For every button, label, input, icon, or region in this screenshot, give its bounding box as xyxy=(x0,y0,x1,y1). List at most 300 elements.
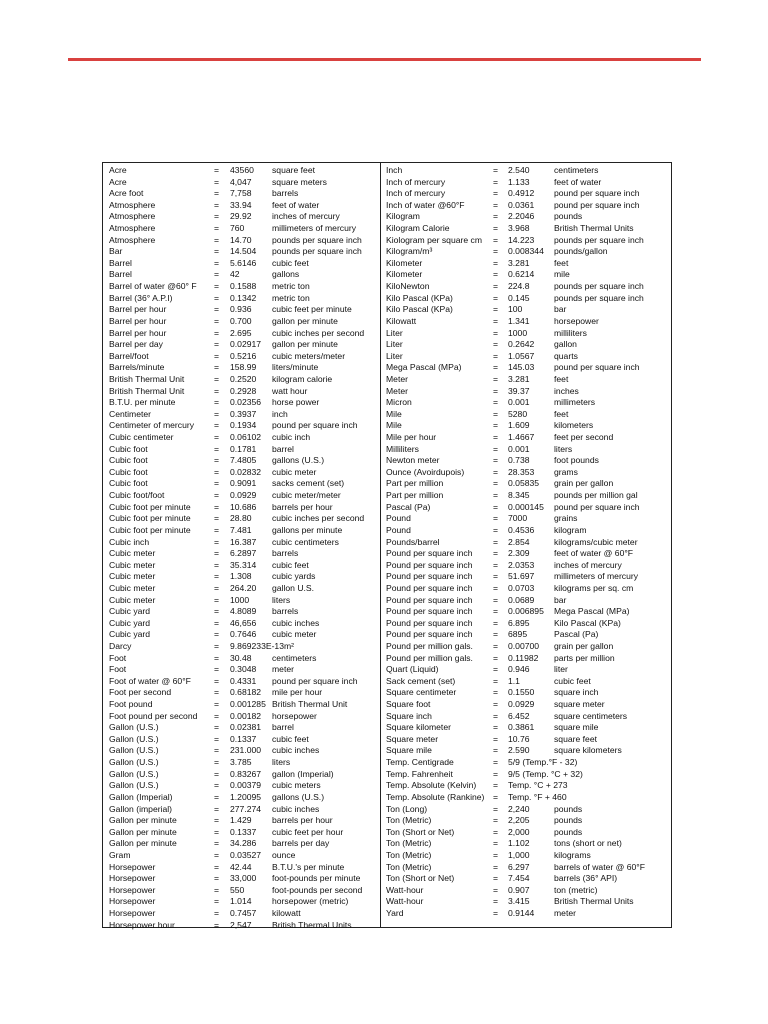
table-row xyxy=(109,351,379,363)
equals-cell: = xyxy=(493,780,499,791)
equals-cell: = xyxy=(214,757,220,768)
target-unit-cell: foot-pounds per minute xyxy=(272,873,361,884)
value-cell: 224.8 xyxy=(508,281,530,292)
target-unit-cell: cubic meters/meter xyxy=(272,350,346,361)
target-unit-cell: square inch xyxy=(554,687,599,698)
value-cell: 0.06102 xyxy=(230,432,262,443)
equals-cell: = xyxy=(214,873,220,884)
table-row xyxy=(386,246,671,258)
target-unit-cell: square kilometers xyxy=(554,745,622,756)
table-row xyxy=(386,571,671,583)
table-row xyxy=(386,664,671,676)
value-cell: 0.7646 xyxy=(230,629,257,640)
table-row xyxy=(109,200,379,212)
equals-cell: = xyxy=(214,791,220,802)
value-cell: 0.1337 xyxy=(230,733,257,744)
value-cell: 28.80 xyxy=(230,513,252,524)
equals-cell: = xyxy=(493,501,499,512)
target-unit-cell: barrel xyxy=(272,443,294,454)
value-cell: 0.1781 xyxy=(230,443,257,454)
unit-cell: Cubic yard xyxy=(109,617,151,628)
table-row xyxy=(109,780,379,792)
value-cell: 10.686 xyxy=(230,501,257,512)
unit-cell: Mega Pascal (MPa) xyxy=(386,362,462,373)
table-row xyxy=(386,328,671,340)
equals-cell: = xyxy=(493,884,499,895)
value-cell: 0.02381 xyxy=(230,722,262,733)
equals-cell: = xyxy=(214,257,220,268)
equals-cell: = xyxy=(214,664,220,675)
target-unit-cell: pounds per square inch xyxy=(554,292,644,303)
target-unit-cell: foot-pounds per second xyxy=(272,884,363,895)
value-cell: 145.03 xyxy=(508,362,535,373)
equals-cell: = xyxy=(214,838,220,849)
table-row xyxy=(109,896,379,908)
target-unit-cell: cubic feet per hour xyxy=(272,826,344,837)
table-row xyxy=(386,293,671,305)
value-cell: 6.2897 xyxy=(230,548,257,559)
value-cell: 264.20 xyxy=(230,582,257,593)
table-row xyxy=(109,815,379,827)
target-unit-cell: watt hour xyxy=(272,385,308,396)
table-row xyxy=(386,792,671,804)
unit-cell: Barrel per hour xyxy=(109,304,167,315)
unit-cell: Gallon (U.S.) xyxy=(109,733,159,744)
value-cell: 5/9 (Temp.°F - 32) xyxy=(508,757,578,768)
equals-cell: = xyxy=(493,490,499,501)
target-unit-cell: square feet xyxy=(554,733,597,744)
table-row xyxy=(386,687,671,699)
value-cell: 14.223 xyxy=(508,234,535,245)
target-unit-cell: kilograms/cubic meter xyxy=(554,536,638,547)
unit-cell: Horsepower xyxy=(109,896,156,907)
equals-cell: = xyxy=(214,652,220,663)
target-unit-cell: gallons xyxy=(272,269,300,280)
target-unit-cell: cubic inch xyxy=(272,432,311,443)
unit-cell: Cubic meter xyxy=(109,571,156,582)
equals-cell: = xyxy=(493,269,499,280)
equals-cell: = xyxy=(214,188,220,199)
table-row xyxy=(386,467,671,479)
table-row xyxy=(386,618,671,630)
table-row xyxy=(109,734,379,746)
target-unit-cell: square meter xyxy=(554,699,605,710)
equals-cell: = xyxy=(214,826,220,837)
unit-cell: B.T.U. per minute xyxy=(109,397,176,408)
unit-cell: Atmosphere xyxy=(109,223,156,234)
table-row xyxy=(386,862,671,874)
value-cell: 0.11982 xyxy=(508,652,539,663)
unit-cell: Foot per second xyxy=(109,687,172,698)
unit-cell: Cubic foot per minute xyxy=(109,501,191,512)
target-unit-cell: barrels xyxy=(272,188,299,199)
value-cell: 0.4912 xyxy=(508,188,535,199)
equals-cell: = xyxy=(214,443,220,454)
table-row xyxy=(109,386,379,398)
unit-cell: Barrel per day xyxy=(109,339,163,350)
target-unit-cell: ounce xyxy=(272,849,296,860)
target-unit-cell: gallons per minute xyxy=(272,524,343,535)
table-row xyxy=(109,769,379,781)
equals-cell: = xyxy=(214,339,220,350)
unit-cell: Watt-hour xyxy=(386,884,424,895)
target-unit-cell: gallon (Imperial) xyxy=(272,768,334,779)
table-row xyxy=(109,420,379,432)
unit-cell: Barrel per hour xyxy=(109,327,167,338)
equals-cell: = xyxy=(493,873,499,884)
target-unit-cell: cubic inches xyxy=(272,803,320,814)
value-cell: 0.00182 xyxy=(230,710,262,721)
table-row xyxy=(386,316,671,328)
value-cell: 0.4331 xyxy=(230,675,257,686)
unit-cell: Acre xyxy=(109,165,127,175)
value-cell: 0.001 xyxy=(508,397,530,408)
unit-cell: Cubic yard xyxy=(109,606,151,617)
unit-cell: Pounds/barrel xyxy=(386,536,440,547)
value-cell: 0.1550 xyxy=(508,687,535,698)
value-cell: 4.8089 xyxy=(230,606,257,617)
value-cell: 100 xyxy=(508,304,523,315)
target-unit-cell: horsepower xyxy=(554,315,599,326)
value-cell: 0.946 xyxy=(508,664,530,675)
target-unit-cell: kilometers xyxy=(554,420,594,431)
table-row xyxy=(386,722,671,734)
unit-cell: Pound xyxy=(386,513,411,524)
equals-cell: = xyxy=(493,815,499,826)
equals-cell: = xyxy=(214,501,220,512)
target-unit-cell: barrels per day xyxy=(272,838,330,849)
table-row xyxy=(386,804,671,816)
equals-cell: = xyxy=(214,420,220,431)
target-unit-cell: liters xyxy=(554,443,573,454)
equals-cell: = xyxy=(493,165,499,175)
table-row xyxy=(109,455,379,467)
table-row xyxy=(386,281,671,293)
table-row xyxy=(109,722,379,734)
table-row xyxy=(109,606,379,618)
equals-cell: = xyxy=(214,606,220,617)
table-row xyxy=(109,444,379,456)
equals-cell: = xyxy=(493,571,499,582)
table-row xyxy=(386,827,671,839)
target-unit-cell: cubic feet xyxy=(272,257,309,268)
value-cell: 0.00700 xyxy=(508,640,540,651)
value-cell: 1000 xyxy=(230,594,250,605)
target-unit-cell: liters/minute xyxy=(272,362,319,373)
equals-cell: = xyxy=(493,513,499,524)
unit-cell: Cubic centimeter xyxy=(109,432,174,443)
target-unit-cell: feet of water xyxy=(554,176,602,187)
table-row xyxy=(386,629,671,641)
table-row xyxy=(386,490,671,502)
target-unit-cell: millimeters of mercury xyxy=(272,223,357,234)
unit-cell: Temp. Absolute (Kelvin) xyxy=(386,780,477,791)
table-row xyxy=(386,838,671,850)
unit-cell: Cubic foot per minute xyxy=(109,513,191,524)
target-unit-cell: metric ton xyxy=(272,281,310,292)
table-row xyxy=(109,374,379,386)
equals-cell: = xyxy=(214,362,220,373)
unit-cell: Kilogram xyxy=(386,211,420,222)
value-cell: 0.68182 xyxy=(230,687,262,698)
target-unit-cell: mile per hour xyxy=(272,687,323,698)
table-row xyxy=(109,467,379,479)
value-cell: 0.83267 xyxy=(230,768,262,779)
value-cell: 0.2928 xyxy=(230,385,257,396)
target-unit-cell: cubic meters xyxy=(272,780,321,791)
value-cell: 29.92 xyxy=(230,211,252,222)
equals-cell: = xyxy=(493,443,499,454)
table-row xyxy=(386,815,671,827)
equals-cell: = xyxy=(214,582,220,593)
equals-cell: = xyxy=(214,513,220,524)
value-cell: Temp. °F + 460 xyxy=(508,791,567,802)
target-unit-cell: grain per gallon xyxy=(554,640,614,651)
target-unit-cell: feet xyxy=(554,373,569,384)
value-cell: 1,000 xyxy=(508,849,530,860)
table-row xyxy=(386,235,671,247)
table-row xyxy=(386,873,671,885)
target-unit-cell: pounds xyxy=(554,826,583,837)
value-cell: 1000 xyxy=(508,327,528,338)
equals-cell: = xyxy=(493,826,499,837)
table-row xyxy=(109,885,379,897)
value-cell: 0.1337 xyxy=(230,826,257,837)
table-row xyxy=(109,595,379,607)
equals-cell: = xyxy=(493,223,499,234)
value-cell: 2.309 xyxy=(508,548,530,559)
unit-cell: Cubic foot per minute xyxy=(109,524,191,535)
target-unit-cell: kilograms xyxy=(554,849,591,860)
table-row xyxy=(109,304,379,316)
unit-cell: Cubic foot/foot xyxy=(109,490,165,501)
equals-cell: = xyxy=(493,908,499,918)
target-unit-cell: pound per square inch xyxy=(554,501,640,512)
target-unit-cell: gallons (U.S.) xyxy=(272,455,325,466)
equals-cell: = xyxy=(493,327,499,338)
table-row xyxy=(109,177,379,189)
equals-cell: = xyxy=(493,536,499,547)
unit-cell: Liter xyxy=(386,327,403,338)
value-cell: 4,047 xyxy=(230,176,252,187)
table-row xyxy=(386,258,671,270)
equals-cell: = xyxy=(493,199,499,210)
value-cell: 0.001 xyxy=(508,443,530,454)
unit-cell: Ton (Metric) xyxy=(386,849,432,860)
value-cell: 2.590 xyxy=(508,745,530,756)
table-row xyxy=(109,664,379,676)
table-row xyxy=(109,165,379,177)
value-cell: 43560 xyxy=(230,165,254,175)
unit-cell: Cubic yard xyxy=(109,629,151,640)
equals-cell: = xyxy=(493,687,499,698)
unit-cell: Barrel/foot xyxy=(109,350,149,361)
equals-cell: = xyxy=(214,315,220,326)
unit-cell: Newton meter xyxy=(386,455,440,466)
target-unit-cell: gallon per minute xyxy=(272,315,338,326)
target-unit-cell: gallon per minute xyxy=(272,339,338,350)
table-row xyxy=(386,223,671,235)
table-row xyxy=(386,769,671,781)
unit-cell: Foot pound xyxy=(109,699,153,710)
unit-cell: Kilometer xyxy=(386,269,423,280)
unit-cell: Atmosphere xyxy=(109,199,156,210)
value-cell: 2,547 xyxy=(230,919,252,930)
unit-cell: Meter xyxy=(386,373,408,384)
table-row xyxy=(109,328,379,340)
target-unit-cell: grain per gallon xyxy=(554,478,614,489)
equals-cell: = xyxy=(214,281,220,292)
unit-cell: Cubic foot xyxy=(109,466,148,477)
equals-cell: = xyxy=(214,350,220,361)
equals-cell: = xyxy=(493,315,499,326)
target-unit-cell: cubic inches per second xyxy=(272,513,365,524)
unit-cell: Inch xyxy=(386,165,403,175)
value-cell: 3.785 xyxy=(230,757,252,768)
value-cell: 0.2642 xyxy=(508,339,535,350)
table-row xyxy=(109,792,379,804)
target-unit-cell: pound per square inch xyxy=(272,420,358,431)
value-cell: 7.481 xyxy=(230,524,252,535)
target-unit-cell: cubic meter/meter xyxy=(272,490,341,501)
target-unit-cell: square feet xyxy=(272,165,315,175)
table-row xyxy=(386,734,671,746)
equals-cell: = xyxy=(493,362,499,373)
equals-cell: = xyxy=(214,385,220,396)
value-cell: 0.3937 xyxy=(230,408,257,419)
unit-cell: Gallon (U.S.) xyxy=(109,757,159,768)
table-row xyxy=(109,339,379,351)
value-cell: 2,240 xyxy=(508,803,530,814)
target-unit-cell: kilogram calorie xyxy=(272,373,333,384)
target-unit-cell: millimeters xyxy=(554,397,596,408)
equals-cell: = xyxy=(214,176,220,187)
target-unit-cell: square mile xyxy=(554,722,599,733)
unit-cell: Darcy xyxy=(109,640,132,651)
target-unit-cell: pounds xyxy=(554,803,583,814)
table-row xyxy=(109,629,379,641)
target-unit-cell: Kilo Pascal (KPa) xyxy=(554,617,621,628)
equals-cell: = xyxy=(493,281,499,292)
unit-cell: Horsepower xyxy=(109,873,156,884)
equals-cell: = xyxy=(214,710,220,721)
value-cell: 2.540 xyxy=(508,165,530,175)
equals-cell: = xyxy=(493,896,499,907)
value-cell: 9/5 (Temp. °C + 32) xyxy=(508,768,583,779)
unit-cell: Kilogram Calorie xyxy=(386,223,450,234)
table-row xyxy=(109,711,379,723)
table-row xyxy=(386,165,671,177)
equals-cell: = xyxy=(214,478,220,489)
value-cell: 0.000145 xyxy=(508,501,544,512)
unit-cell: Cubic meter xyxy=(109,548,156,559)
table-row xyxy=(386,386,671,398)
equals-cell: = xyxy=(493,803,499,814)
value-cell: 0.02832 xyxy=(230,466,262,477)
equals-cell: = xyxy=(493,292,499,303)
table-row xyxy=(386,885,671,897)
unit-cell: Gallon (U.S.) xyxy=(109,780,159,791)
value-cell: 3.415 xyxy=(508,896,530,907)
equals-cell: = xyxy=(214,548,220,559)
unit-cell: Mile per hour xyxy=(386,432,437,443)
unit-cell: Ton (Metric) xyxy=(386,861,432,872)
value-cell: 51.697 xyxy=(508,571,535,582)
equals-cell: = xyxy=(493,432,499,443)
unit-cell: Centimeter of mercury xyxy=(109,420,195,431)
unit-cell: Pound xyxy=(386,524,411,535)
value-cell: 2.695 xyxy=(230,327,252,338)
target-unit-cell: cubic feet xyxy=(272,733,309,744)
equals-cell: = xyxy=(493,861,499,872)
unit-cell: Acre foot xyxy=(109,188,144,199)
unit-cell: Pound per square inch xyxy=(386,617,473,628)
target-unit-cell: pounds per million gal xyxy=(554,490,638,501)
table-row xyxy=(386,444,671,456)
equals-cell: = xyxy=(493,838,499,849)
table-row xyxy=(386,269,671,281)
equals-cell: = xyxy=(214,246,220,257)
table-row xyxy=(386,676,671,688)
equals-cell: = xyxy=(214,594,220,605)
equals-cell: = xyxy=(214,745,220,756)
target-unit-cell: kilogram xyxy=(554,524,587,535)
unit-cell: Square centimeter xyxy=(386,687,457,698)
target-unit-cell: British Thermal Units xyxy=(272,919,352,930)
equals-cell: = xyxy=(214,803,220,814)
table-row xyxy=(109,537,379,549)
value-cell: 14.504 xyxy=(230,246,257,257)
value-cell: 42.44 xyxy=(230,861,252,872)
value-cell: 9.869233E-13m² xyxy=(230,640,295,651)
table-row xyxy=(109,409,379,421)
target-unit-cell: grams xyxy=(554,466,578,477)
target-unit-cell: pounds/gallon xyxy=(554,246,608,257)
target-unit-cell: cubic inches per second xyxy=(272,327,365,338)
equals-cell: = xyxy=(214,815,220,826)
value-cell: 1.429 xyxy=(230,815,252,826)
value-cell: 0.0689 xyxy=(508,594,535,605)
conversion-table xyxy=(102,162,672,928)
unit-cell: Pound per square inch xyxy=(386,548,473,559)
equals-cell: = xyxy=(214,524,220,535)
unit-cell: Atmosphere xyxy=(109,234,156,245)
equals-cell: = xyxy=(493,478,499,489)
value-cell: 0.0929 xyxy=(508,699,535,710)
unit-cell: Gallon (U.S.) xyxy=(109,722,159,733)
table-row xyxy=(109,258,379,270)
table-row xyxy=(109,269,379,281)
value-cell: 6.895 xyxy=(508,617,530,628)
equals-cell: = xyxy=(214,304,220,315)
unit-cell: Cubic inch xyxy=(109,536,150,547)
value-cell: 7.4805 xyxy=(230,455,257,466)
value-cell: 1.4667 xyxy=(508,432,535,443)
target-unit-cell: British Thermal Units xyxy=(554,223,634,234)
target-unit-cell: pounds per square inch xyxy=(272,246,362,257)
target-unit-cell: feet of water @ 60°F xyxy=(554,548,634,559)
equals-cell: = xyxy=(493,722,499,733)
target-unit-cell: feet per second xyxy=(554,432,614,443)
table-row xyxy=(109,920,379,932)
equals-cell: = xyxy=(214,884,220,895)
target-unit-cell: gallons (U.S.) xyxy=(272,791,325,802)
table-row xyxy=(386,757,671,769)
unit-cell: KiloNewton xyxy=(386,281,430,292)
value-cell: 277.274 xyxy=(230,803,262,814)
unit-cell: Liter xyxy=(386,339,403,350)
unit-cell: Micron xyxy=(386,397,412,408)
